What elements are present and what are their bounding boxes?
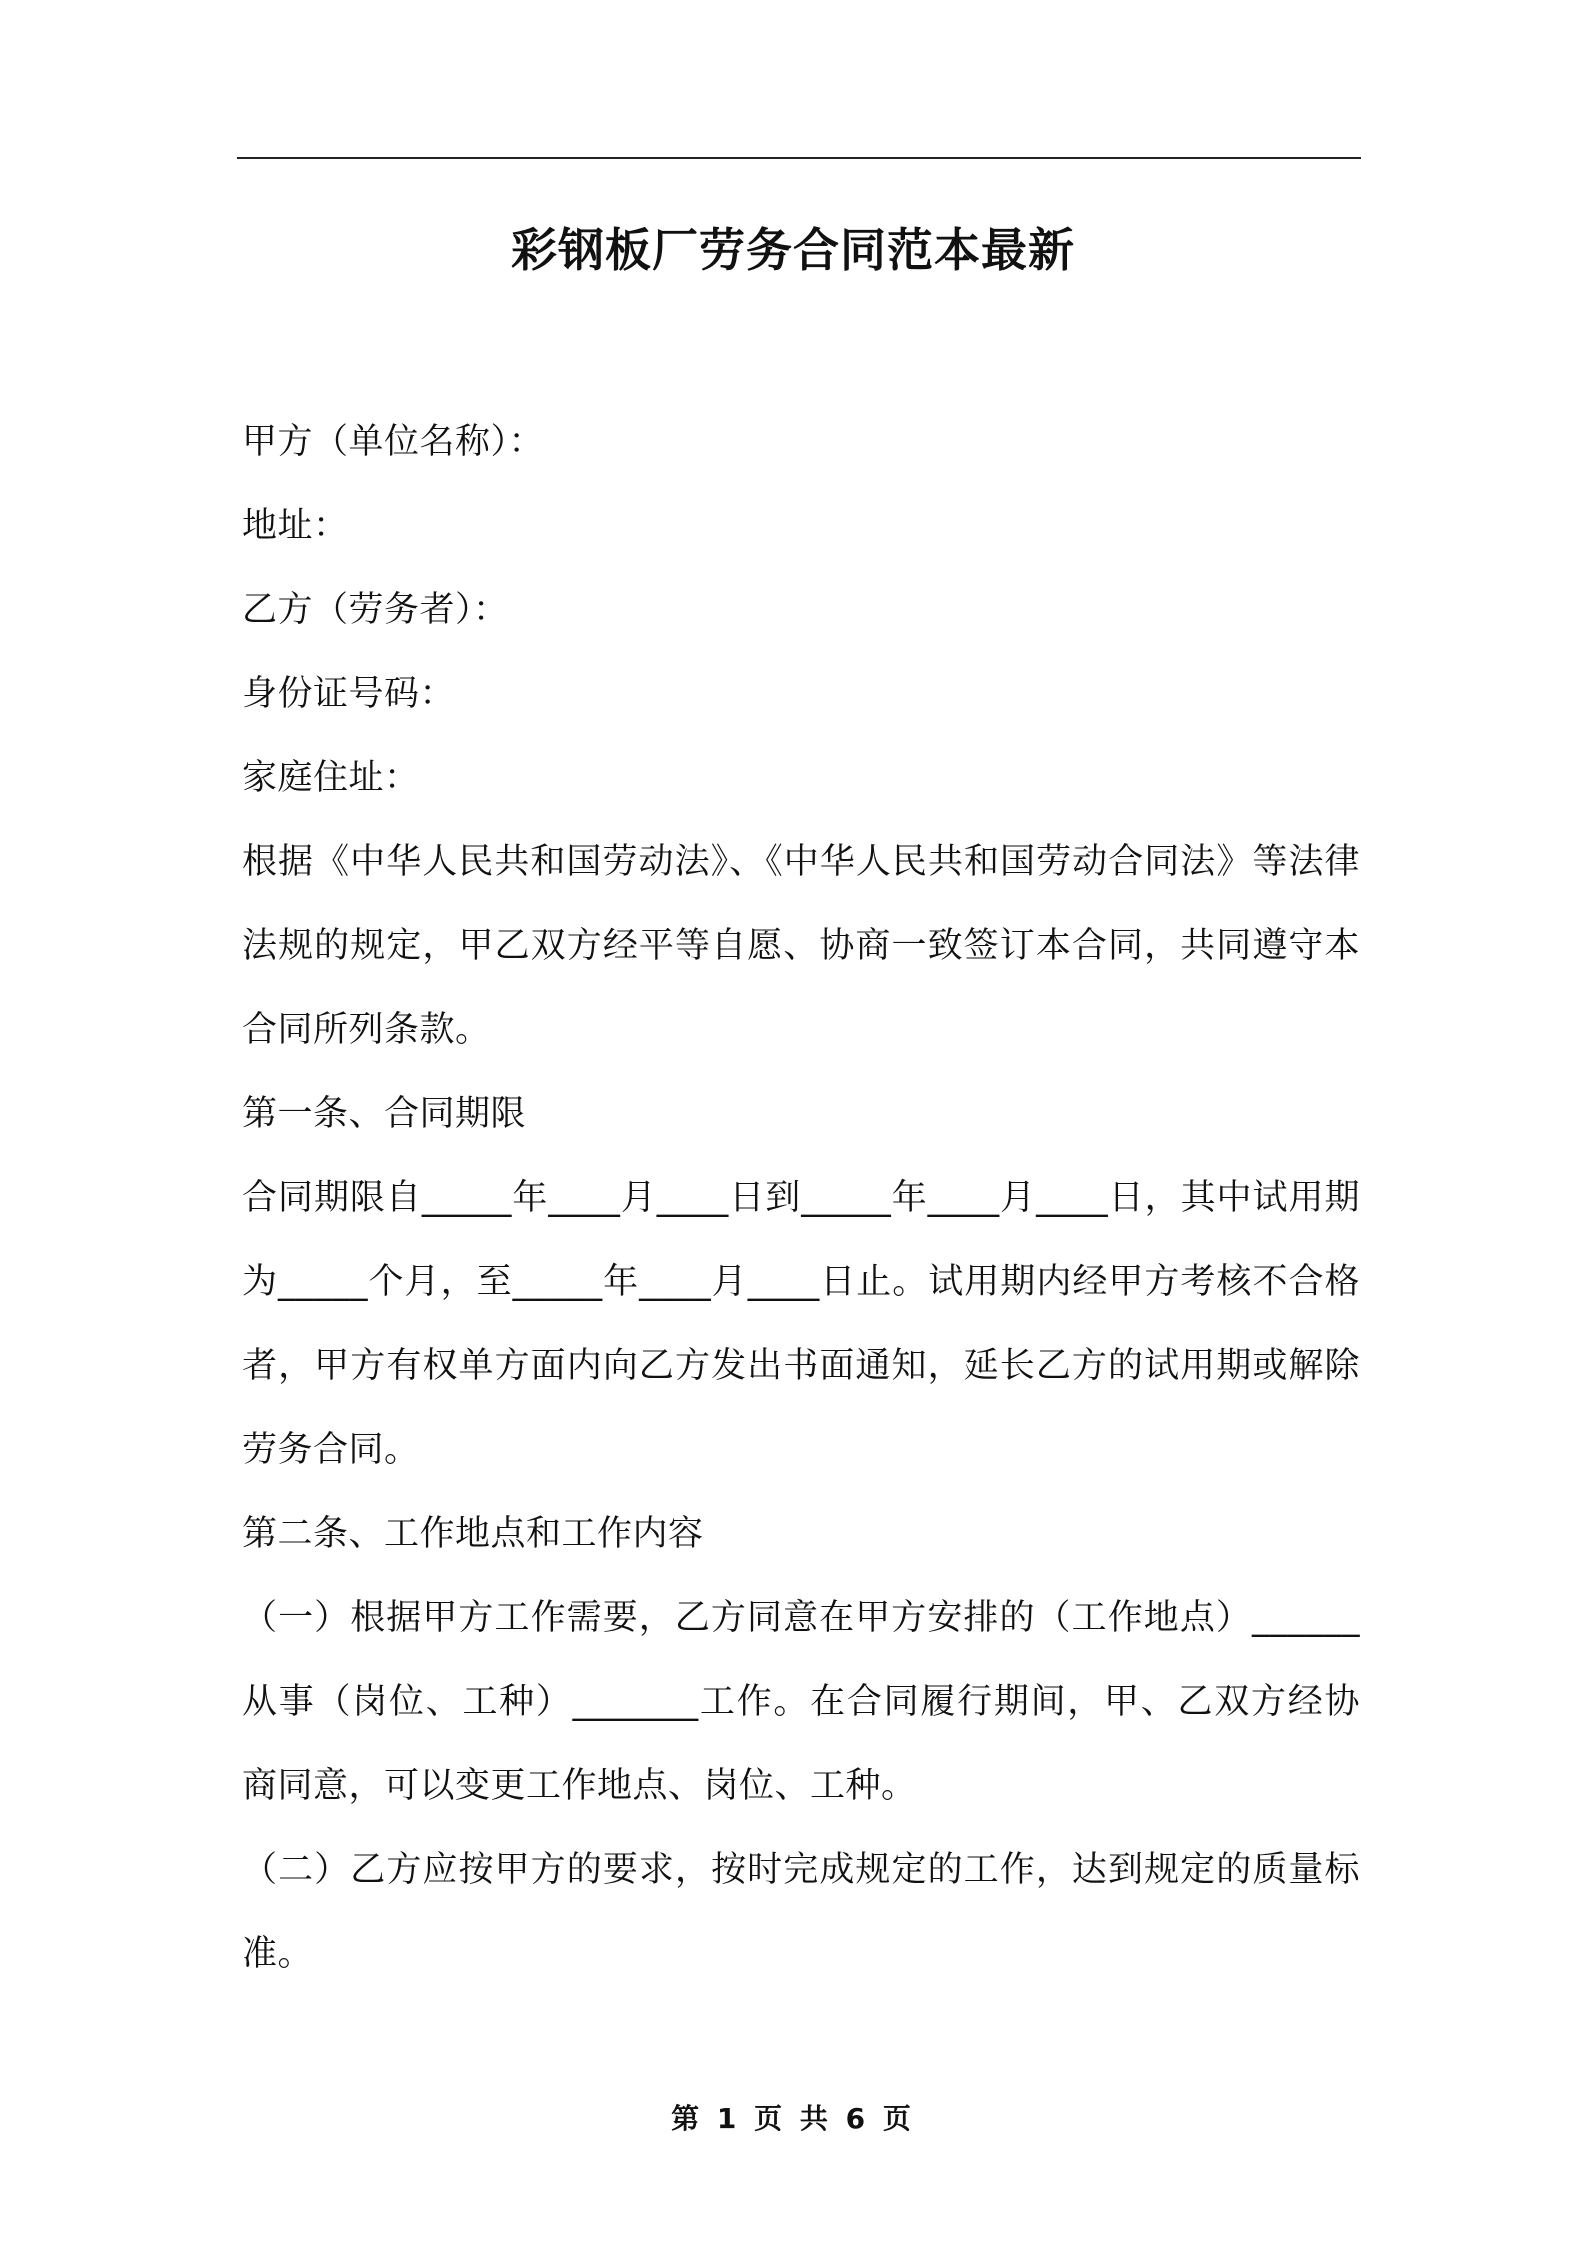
party-b-line: 乙方（劳务者）： — [242, 590, 509, 630]
article-2-clause-2: （二）乙方应按甲方的要求，按时完成规定的工作，达到规定的质量标准。 — [242, 1850, 1360, 1974]
home-address-line: 家庭住址： — [242, 758, 420, 798]
party-a-name-line: 甲方（单位名称）： — [242, 422, 545, 462]
article-1-body: 合同期限自_____年____月____日到_____年____月____日，其中试用期为_____个月，至_____年____月____日止。试用期内经甲方考核不合格者，甲方有权单方面内向乙方发出书面通知，延长乙方的试用期或解除劳务合同。 — [242, 1178, 1360, 1470]
article-1-heading: 第一条、合同期限 — [242, 1094, 527, 1134]
header-rule — [237, 157, 1361, 159]
article-2-clause-1: （一）根据甲方工作需要，乙方同意在甲方安排的（工作地点）______从事（岗位、工种）_______工作。在合同履行期间，甲、乙双方经协商同意，可以变更工作地点、岗位、工种。 — [242, 1598, 1360, 1806]
document-title: 彩钢板厂劳务合同范本最新 — [511, 223, 1075, 277]
address-line: 地址： — [242, 506, 349, 546]
id-number-line: 身份证号码： — [242, 674, 456, 714]
preamble-paragraph: 根据《中华人民共和国劳动法》、《中华人民共和国劳动合同法》等法律法规的规定，甲乙双方经平等自愿、协商一致签订本合同，共同遵守本合同所列条款。 — [242, 842, 1360, 1050]
document-body — [242, 400, 1360, 1996]
article-2-heading: 第二条、工作地点和工作内容 — [242, 1514, 704, 1554]
page-number: 第 1 页 共 6 页 — [671, 2102, 915, 2135]
